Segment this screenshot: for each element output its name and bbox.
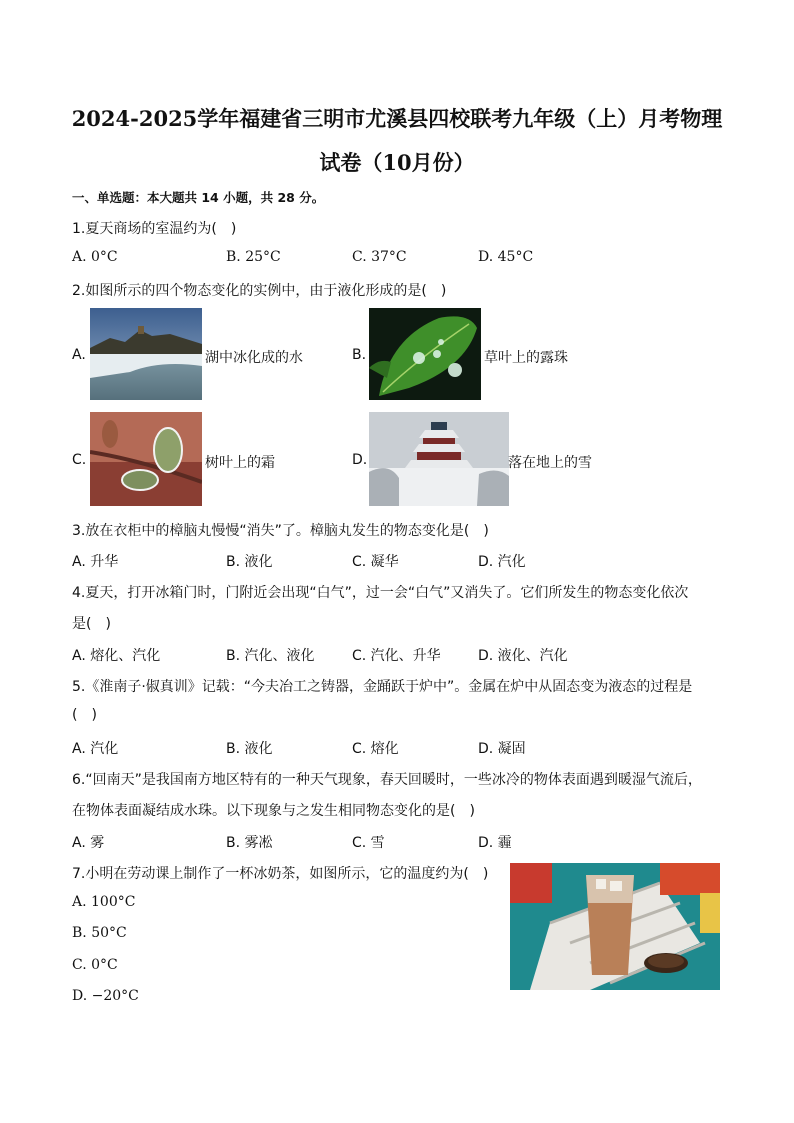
q3-option-d: D. 汽化	[478, 554, 526, 570]
q5-option-c: C. 熔化	[352, 741, 399, 757]
q1-option-c: C. 37°C	[352, 249, 407, 265]
q3-option-a: A. 升华	[72, 554, 119, 570]
exam-title-line1: 2024-2025学年福建省三明市尤溪县四校联考九年级（上）月考物理	[71, 106, 723, 131]
dew-on-leaf-photo	[369, 308, 481, 400]
question-2-stem: 2.如图所示的四个物态变化的实例中，由于液化形成的是( )	[72, 283, 447, 299]
q2-option-b-caption: 草叶上的露珠	[484, 350, 568, 366]
q1-option-a: A. 0°C	[72, 249, 118, 265]
q5-option-a: A. 汽化	[72, 741, 119, 757]
q2-option-c-caption: 树叶上的霜	[205, 455, 275, 471]
q1-option-d: D. 45°C	[478, 249, 534, 265]
question-6-stem-line1: 6.“回南天”是我国南方地区特有的一种天气现象，春天回暖时，一些冰冷的物体表面遇到暖湿气流后，	[72, 772, 702, 788]
question-4-stem-line1: 4.夏天，打开冰箱门时，门附近会出现“白气”，过一会“白气”又消失了。它们所发生的物态变化依次	[72, 585, 689, 601]
q7-option-d: D. −20°C	[72, 988, 139, 1004]
q4-option-b: B. 汽化、液化	[226, 648, 315, 664]
question-7-stem: 7.小明在劳动课上制作了一杯冰奶茶，如图所示，它的温度约为( )	[72, 866, 489, 882]
q2-option-d-letter: D.	[352, 452, 368, 468]
question-4-stem-line2: 是( )	[72, 616, 111, 632]
question-1-stem: 1.夏天商场的室温约为( )	[72, 221, 237, 237]
iced-milk-tea-photo	[510, 863, 720, 990]
exam-title-line2: 试卷（10月份）	[319, 150, 475, 175]
q2-option-d-caption: 落在地上的雪	[508, 455, 592, 471]
q6-option-a: A. 雾	[72, 835, 105, 851]
q3-option-b: B. 液化	[226, 554, 273, 570]
question-5-stem-line2: ( )	[72, 707, 97, 723]
q6-option-b: B. 雾凇	[226, 835, 273, 851]
question-6-stem-line2: 在物体表面凝结成水珠。以下现象与之发生相同物态变化的是( )	[72, 803, 475, 819]
q4-option-a: A. 熔化、汽化	[72, 648, 161, 664]
q6-option-d: D. 霾	[478, 835, 512, 851]
q2-option-a-letter: A.	[72, 347, 86, 363]
snow-on-temple-photo	[369, 412, 509, 506]
q2-option-a-caption: 湖中冰化成的水	[205, 350, 303, 366]
q5-option-d: D. 凝固	[478, 741, 526, 757]
question-3-stem: 3.放在衣柜中的樟脑丸慢慢“消失”了。樟脑丸发生的物态变化是( )	[72, 523, 489, 539]
question-5-stem-line1: 5.《淮南子·俶真训》记载：“今夫冶工之铸器，金踊跃于炉中”。金属在炉中从固态变为液态的过程是	[72, 679, 693, 695]
q1-option-b: B. 25°C	[226, 249, 281, 265]
section-heading: 一、单选题：本大题共 14 小题，共 28 分。	[72, 190, 325, 205]
q4-option-d: D. 液化、汽化	[478, 648, 568, 664]
frost-on-leaves-photo	[90, 412, 202, 506]
q2-option-c-letter: C.	[72, 452, 87, 468]
q7-option-b: B. 50°C	[72, 925, 127, 941]
lake-ice-melting-photo	[90, 308, 202, 400]
q2-option-b-letter: B.	[352, 347, 367, 363]
q3-option-c: C. 凝华	[352, 554, 399, 570]
q5-option-b: B. 液化	[226, 741, 273, 757]
q7-option-c: C. 0°C	[72, 957, 118, 973]
q7-option-a: A. 100°C	[72, 894, 136, 910]
q4-option-c: C. 汽化、升华	[352, 648, 441, 664]
q6-option-c: C. 雪	[352, 835, 385, 851]
